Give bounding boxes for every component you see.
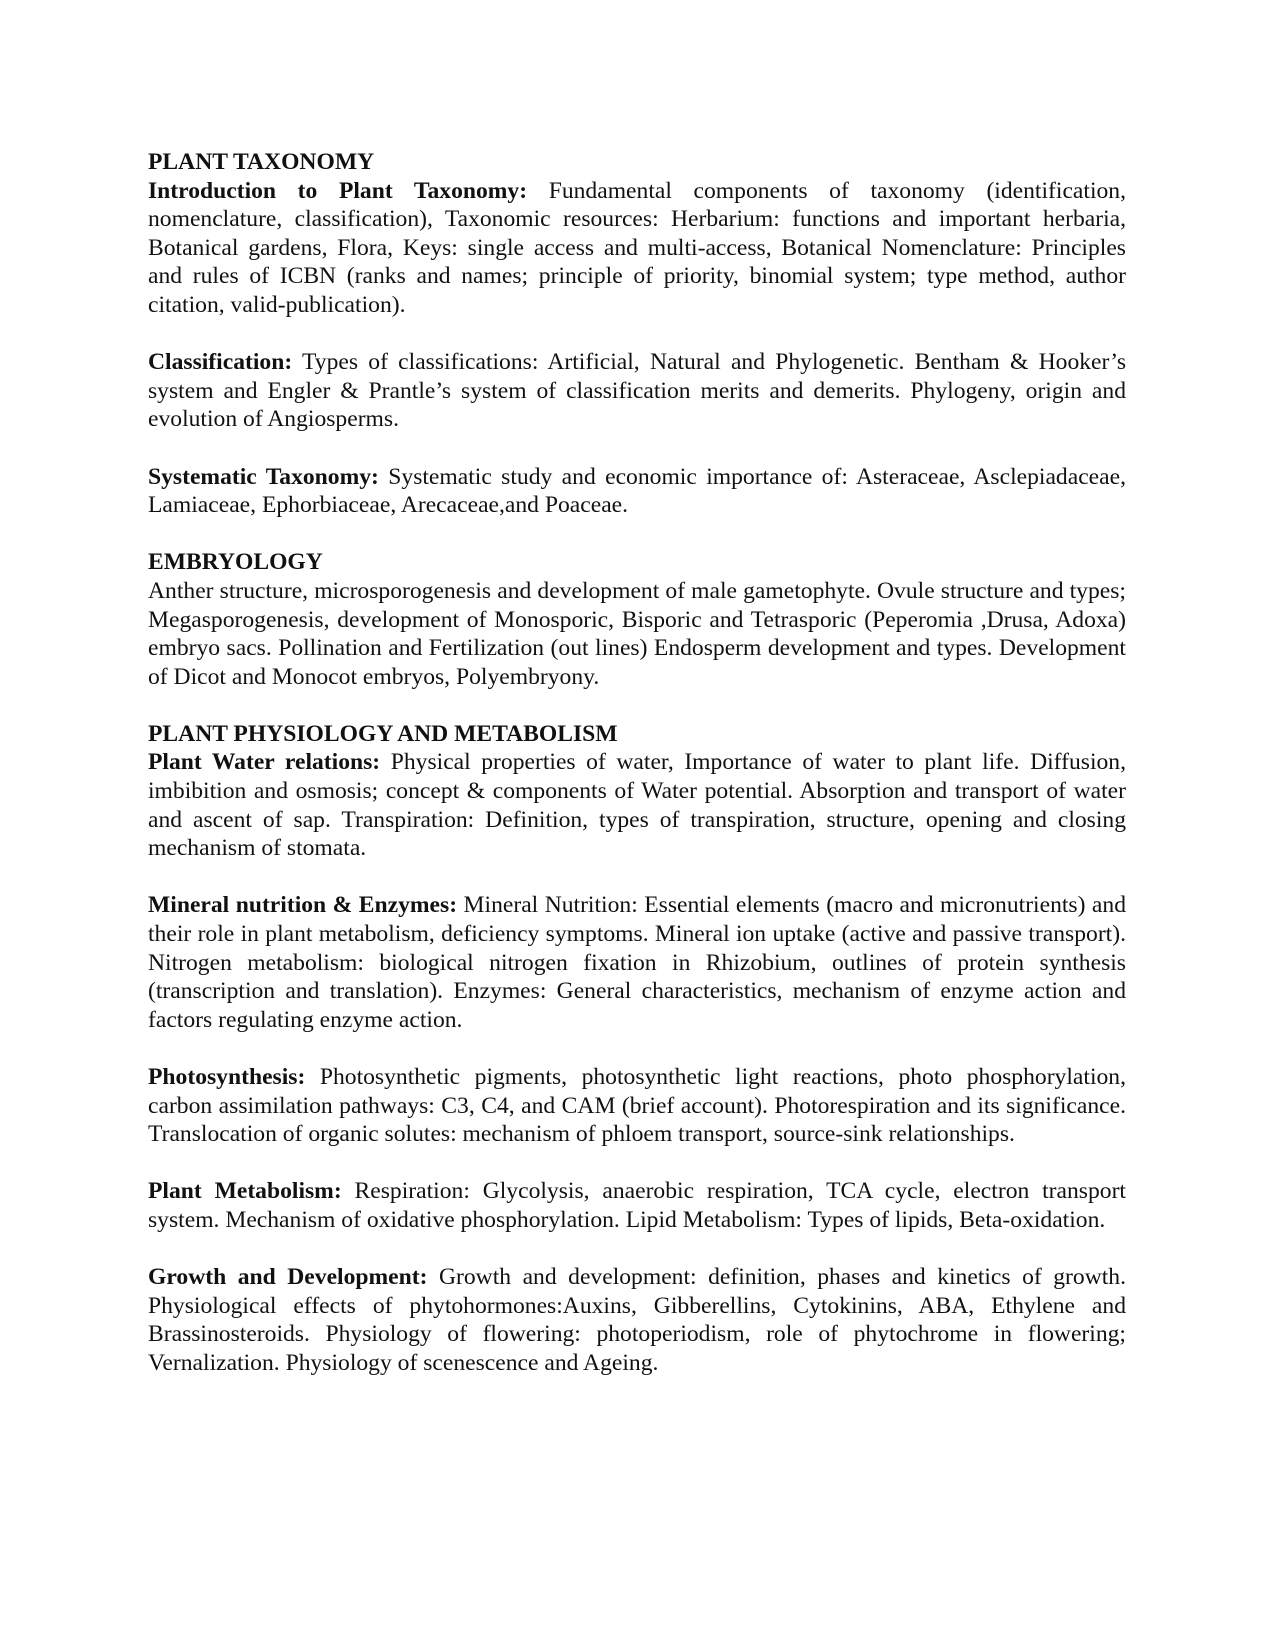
paragraph-lead: Photosynthesis:	[148, 1064, 306, 1090]
section-heading-embryology: EMBRYOLOGY	[148, 549, 323, 576]
paragraph-lead: Classification:	[148, 349, 293, 376]
paragraph-text: Respiration: Glycolysis, anaerobic respiration, TCA cycle, electron transport system. Mechanism of oxidative phosphorylation. Lipid Metabolism: Types of lipids, Beta-oxidation.	[148, 1178, 1126, 1233]
paragraph-text: Types of classifications: Artificial, Natural and Phylogenetic. Bentham & Hooker’s system and Engler & Prantle’s system of classification merits and demerits. Phylogeny, origin and evolution of Angiosperms.	[148, 349, 1126, 433]
paragraph-mineral-nutrition	[148, 891, 1126, 1034]
paragraph-intro-plant-taxonomy	[148, 177, 1126, 320]
paragraph-text: Fundamental components of taxonomy (identification, nomenclature, classification), Taxonomic resources: Herbarium: functions and important herbaria, Botanical gardens, Flora, Keys: single access and multi-access, Botanical Nomenclature: Principles and rules of ICBN (ranks and names; principle of priority, binomial system; type method, author citation, valid-publication).	[148, 177, 1126, 318]
paragraph-lead: Plant Water relations:	[148, 749, 381, 776]
paragraph-text: Photosynthetic pigments, photosynthetic light reactions, photo phosphorylation, carbon assimilation pathways: C3, C4, and CAM (brief account). Photorespiration and its significance. Translocation of organic solutes: mechanism of phloem transport, source-sink relationships.	[148, 1064, 1126, 1148]
section-heading-plant-taxonomy: PLANT TAXONOMY	[148, 149, 375, 175]
paragraph-text: Mineral Nutrition: Essential elements (macro and micronutrients) and their role in plant metabolism, deficiency symptoms. Mineral ion uptake (active and passive transport). Nitrogen metabolism: biological nitrogen fixation in Rhizobium, outlines of protein synthesis (transcription and translation). Enzymes: General characteristics, mechanism of enzyme action and factors regulating enzyme action.	[148, 892, 1126, 1033]
paragraph-lead: Introduction to Plant Taxonomy:	[148, 177, 528, 204]
paragraph-lead: Plant Metabolism:	[148, 1178, 342, 1205]
paragraph-plant-metabolism	[148, 1177, 1126, 1234]
paragraph-lead: Mineral nutrition & Enzymes:	[148, 892, 458, 919]
paragraph-lead: Growth and Development:	[148, 1264, 428, 1291]
paragraph-plant-water-relations	[148, 748, 1126, 862]
paragraph-text: Growth and development: definition, phases and kinetics of growth. Physiological effects of phytohormones:Auxins, Gibberellins, Cytokinins, ABA, Ethylene and Brassinosteroids. Physiology of flowering: photoperiodism, role of phytochrome in flowering; Vernalization. Physiology of scenescence and Ageing.	[148, 1264, 1126, 1376]
paragraph-growth-development	[148, 1263, 1126, 1377]
paragraph-photosynthesis	[148, 1063, 1126, 1149]
document-page	[148, 148, 1126, 1378]
paragraph-systematic-taxonomy	[148, 463, 1126, 520]
paragraph-text: Systematic study and economic importance of: Asteraceae, Asclepiadaceae, Lamiaceae, Ephorbiaceae, Arecaceae,and Poaceae.	[148, 463, 1126, 519]
paragraph-embryology: Anther structure, microsporogenesis and development of male gametophyte. Ovule structure and types; Megasporogenesis, development of Monosporic, Bisporic and Tetrasporic (Peperomia ,Drusa, Adoxa) embryo sacs. Pollination and Fertilization (out lines) Endosperm development and types. Development of Dicot and Monocot embryos, Polyembryony.	[148, 577, 1126, 690]
paragraph-text: Physical properties of water, Importance of water to plant life. Diffusion, imbibition and osmosis; concept & components of Water potential. Absorption and transport of water and ascent of sap. Transpiration: Definition, types of transpiration, structure, opening and closing mechanism of stomata.	[148, 749, 1126, 862]
section-heading-plant-physiology: PLANT PHYSIOLOGY AND METABOLISM	[148, 720, 618, 747]
paragraph-classification	[148, 348, 1126, 434]
paragraph-lead: Systematic Taxonomy:	[148, 463, 379, 490]
